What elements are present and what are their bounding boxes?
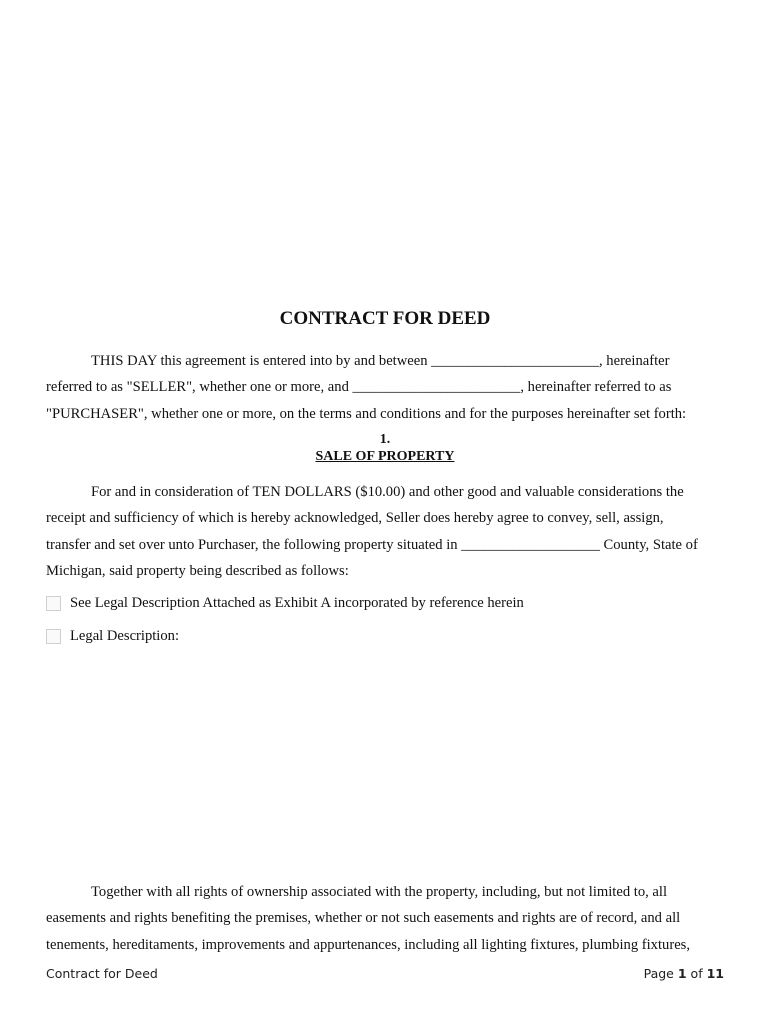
option-exhibit-a[interactable] <box>46 595 524 612</box>
together-paragraph <box>46 879 736 958</box>
sale-paragraph <box>46 479 736 584</box>
legal-description-label: Legal Description: <box>70 628 180 644</box>
sale-line: transfer and set over unto Purchaser, the following property situated in ___________________ County, State of <box>46 536 698 553</box>
footer-document-name: Contract for Deed <box>46 966 158 981</box>
exhibit-a-label: See Legal Description Attached as Exhibit A incorporated by reference herein <box>70 595 524 611</box>
intro-paragraph <box>46 348 736 427</box>
section-number: 1. <box>379 432 391 447</box>
document-title: CONTRACT FOR DEED <box>279 308 491 329</box>
sale-line: Michigan, said property being described as follows: <box>46 562 349 579</box>
intro-line: THIS DAY this agreement is entered into by and between _______________________, hereinafter <box>91 353 670 369</box>
section-heading: SALE OF PROPERTY <box>315 449 455 464</box>
exhibit-a-checkbox[interactable] <box>46 596 61 611</box>
together-line: tenements, hereditaments, improvements and appurtenances, including all lighting fixtures, plumbing fixtures, <box>46 936 690 953</box>
legal-description-checkbox[interactable] <box>46 629 61 644</box>
sale-line: For and in consideration of TEN DOLLARS ($10.00) and other good and valuable considerations the <box>91 484 684 500</box>
together-line: Together with all rights of ownership associated with the property, including, but not limited to, all <box>91 884 667 900</box>
intro-line: "PURCHASER", whether one or more, on the terms and conditions and for the purposes hereinafter set forth: <box>46 405 687 422</box>
together-line: easements and rights benefiting the premises, whether or not such easements and rights are of record, and all <box>46 910 681 927</box>
page-of-label: of <box>690 966 703 981</box>
total-pages-number: 11 <box>706 966 724 981</box>
page-label: Page <box>643 966 674 981</box>
option-legal-description[interactable] <box>46 628 179 645</box>
footer-page-indicator <box>644 966 724 981</box>
intro-line: referred to as "SELLER", whether one or more, and _______________________, hereinafter referred to as <box>46 379 672 396</box>
sale-line: receipt and sufficiency of which is hereby acknowledged, Seller does hereby agree to convey, sell, assign, <box>46 510 664 527</box>
current-page-number: 1 <box>677 966 687 981</box>
